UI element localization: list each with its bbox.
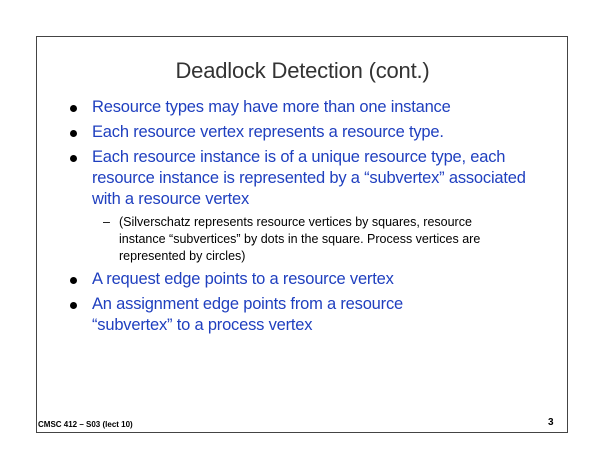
bullet-item <box>70 122 570 143</box>
bullet-list <box>70 95 570 336</box>
dash-icon: – <box>103 215 110 229</box>
bullet-item <box>70 294 472 336</box>
page-number: 3 <box>548 417 554 428</box>
bullet-text: Each resource vertex represents a resource type. <box>92 123 444 141</box>
bullet-dot-icon <box>70 105 77 112</box>
bullet-dot-icon <box>70 277 77 284</box>
sub-bullet-text: (Silverschatz represents resource vertices by squares, resource instance “subvertices” by dots in the square. Process vertices are represented by circles) <box>119 215 481 263</box>
bullet-dot-icon <box>70 155 77 162</box>
bullet-text: An assignment edge points from a resource “subvertex” to a process vertex <box>92 295 403 334</box>
bullet-text: Resource types may have more than one instance <box>92 98 451 116</box>
bullet-item <box>70 147 532 210</box>
bullet-text: Each resource instance is of a unique resource type, each resource instance is represented by a “subvertex” associated with a resource vertex <box>92 148 526 208</box>
sub-bullet-item <box>70 214 499 265</box>
bullet-item <box>70 269 570 290</box>
slide-title: Deadlock Detection (cont.) <box>175 58 430 83</box>
bullet-dot-icon <box>70 302 77 309</box>
bullet-dot-icon <box>70 130 77 137</box>
bullet-item <box>70 97 570 118</box>
bullet-text: A request edge points to a resource vertex <box>92 270 394 288</box>
footer-course-label: CMSC 412 – S03 (lect 10) <box>38 420 133 429</box>
